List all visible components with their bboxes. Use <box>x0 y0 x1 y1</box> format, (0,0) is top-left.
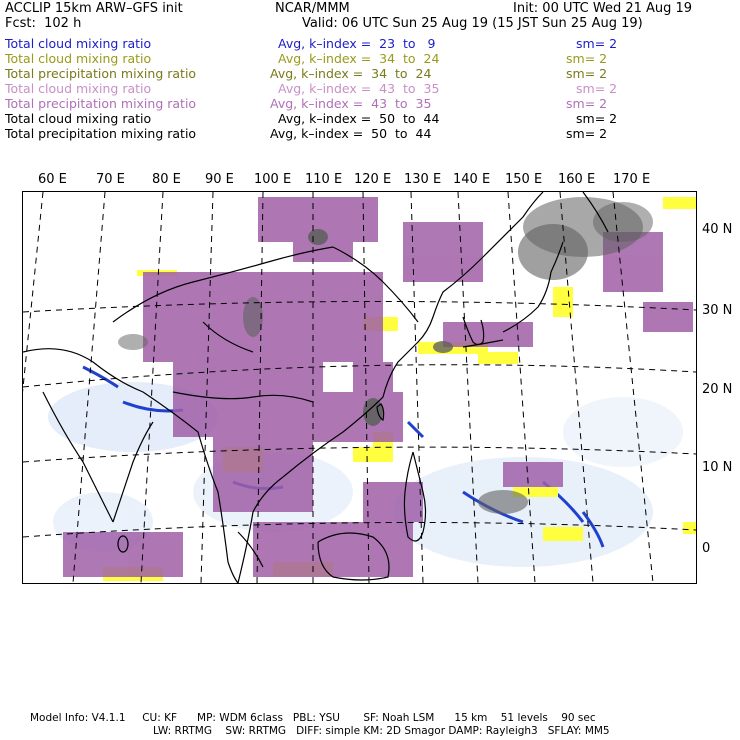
field-name: Total precipitation mixing ratio <box>5 126 197 141</box>
lat-label: 40 N <box>702 222 733 237</box>
model-title: ACCLIP 15km ARW–GFS init <box>5 1 183 16</box>
field-avg: Avg, k–index = 23 to 9 <box>278 36 436 51</box>
lon-label: 120 E <box>354 172 392 187</box>
valid-time: Valid: 06 UTC Sun 25 Aug 19 (15 JST Sun 25 Aug 19) <box>302 16 643 31</box>
field-avg: Avg, k–index = 50 to 44 <box>270 126 432 141</box>
lon-label: 130 E <box>404 172 442 187</box>
field-sm: sm= 2 <box>566 96 608 111</box>
lat-label: 20 N <box>702 382 733 397</box>
field-sm: sm= 2 <box>566 66 608 81</box>
map-panel <box>22 191 697 584</box>
field-name: Total precipitation mixing ratio <box>5 96 197 111</box>
field-sm: sm= 2 <box>576 81 618 96</box>
field-name: Total cloud mixing ratio <box>5 81 152 96</box>
lat-label: 30 N <box>702 303 733 318</box>
field-name: Total precipitation mixing ratio <box>5 66 197 81</box>
field-name: Total cloud mixing ratio <box>5 51 152 66</box>
lon-label: 60 E <box>38 172 67 187</box>
lon-label: 90 E <box>205 172 234 187</box>
field-avg: Avg, k–index = 34 to 24 <box>278 51 440 66</box>
field-avg: Avg, k–index = 43 to 35 <box>270 96 432 111</box>
field-avg: Avg, k–index = 34 to 24 <box>270 66 432 81</box>
model-info: Model Info: V4.1.1 CU: KF MP: WDM 6class PBL: YSU SF: Noah LSM 15 km 51 levels 90 sec <box>30 712 596 724</box>
lat-label: 10 N <box>702 460 733 475</box>
field-sm: sm= 2 <box>576 111 618 126</box>
lon-label: 110 E <box>305 172 343 187</box>
lon-label: 170 E <box>613 172 651 187</box>
lon-label: 160 E <box>558 172 596 187</box>
field-avg: Avg, k–index = 43 to 35 <box>278 81 440 96</box>
lon-label: 80 E <box>152 172 181 187</box>
lon-label: 70 E <box>96 172 125 187</box>
map-canvas <box>23 192 696 583</box>
field-name: Total cloud mixing ratio <box>5 36 152 51</box>
field-sm: sm= 2 <box>576 36 618 51</box>
field-sm: sm= 2 <box>566 126 608 141</box>
forecast-hour: Fcst: 102 h <box>5 16 82 31</box>
model-physics: LW: RRTMG SW: RRTMG DIFF: simple KM: 2D Smagor DAMP: Rayleigh3 SFLAY: MM5 <box>153 725 610 737</box>
lon-label: 140 E <box>453 172 491 187</box>
init-time: Init: 00 UTC Wed 21 Aug 19 <box>513 1 693 16</box>
field-name: Total cloud mixing ratio <box>5 111 152 126</box>
lon-label: 150 E <box>505 172 543 187</box>
field-sm: sm= 2 <box>566 51 608 66</box>
lat-label: 0 <box>702 541 711 556</box>
lon-label: 100 E <box>254 172 292 187</box>
org-label: NCAR/MMM <box>275 1 350 16</box>
field-avg: Avg, k–index = 50 to 44 <box>278 111 440 126</box>
